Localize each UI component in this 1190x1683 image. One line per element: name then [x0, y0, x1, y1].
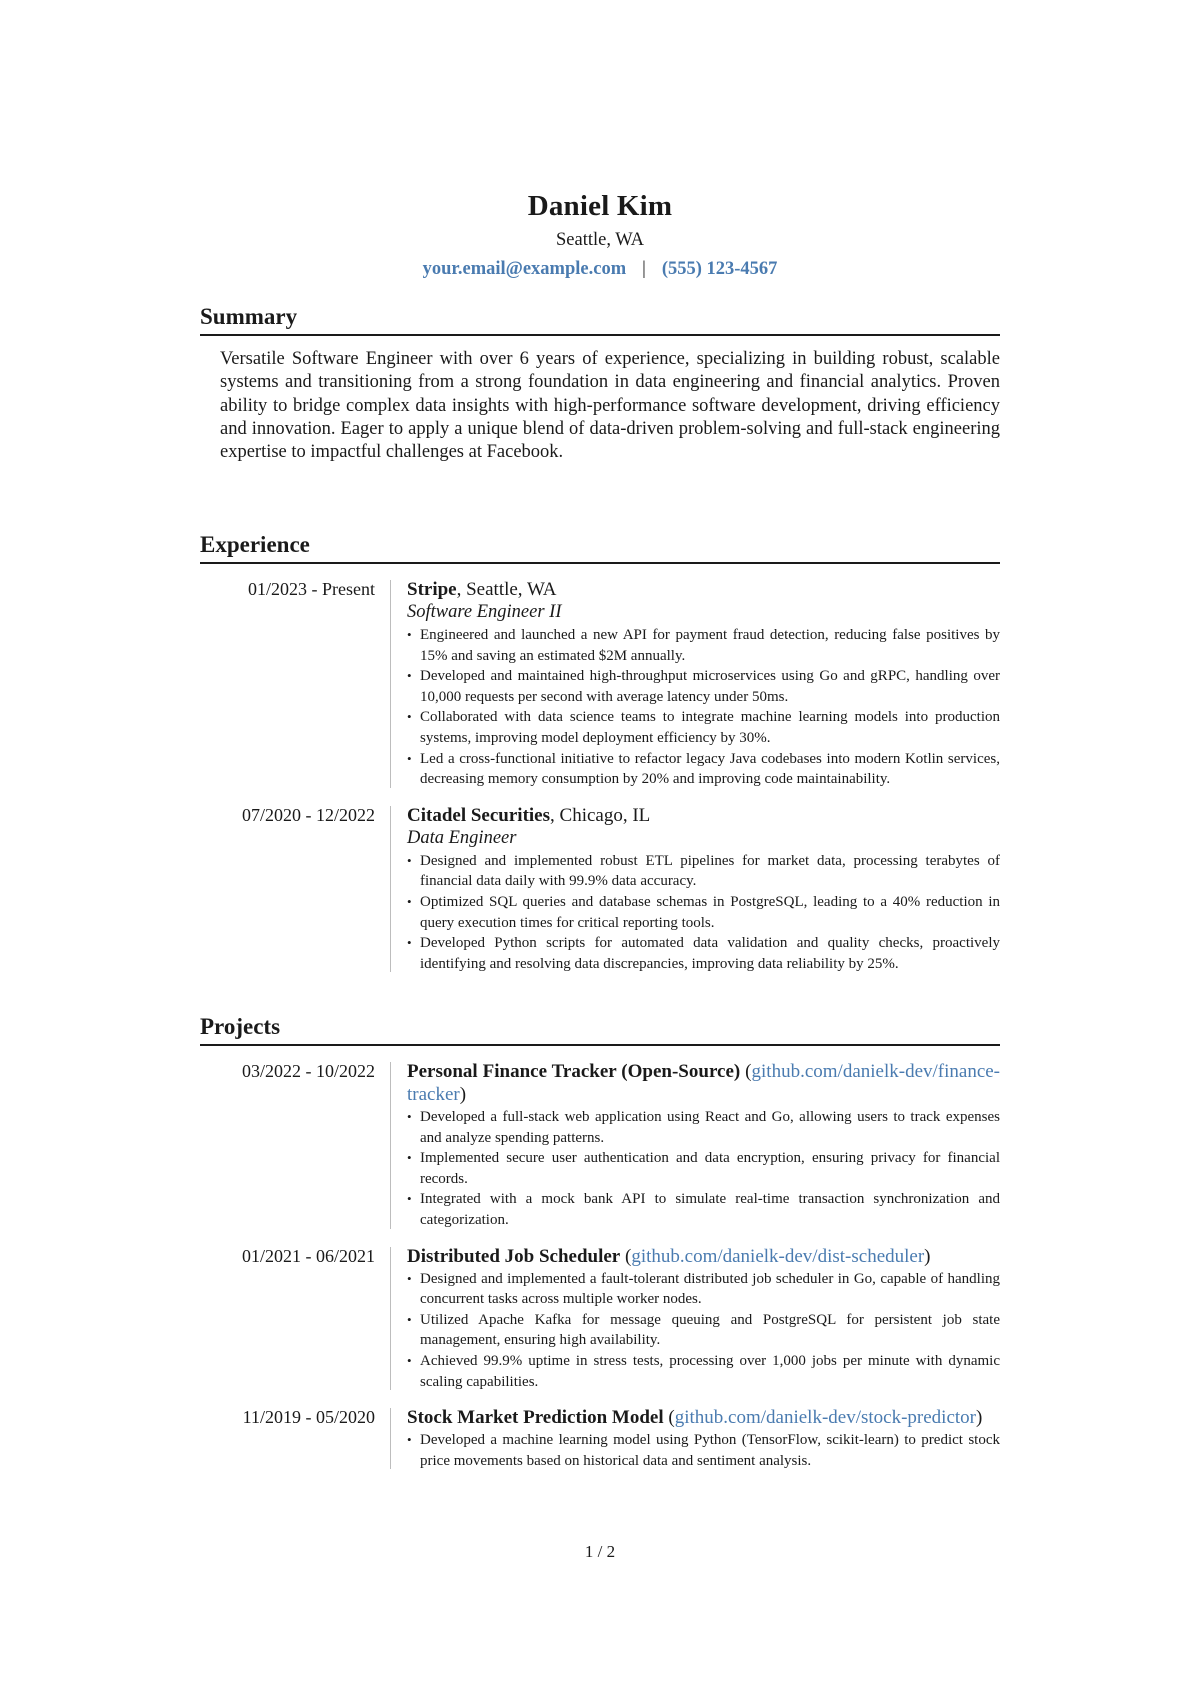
phone-link[interactable]: (555) 123-4567: [661, 259, 778, 279]
entry-date: 01/2023 - Present: [248, 579, 375, 599]
entry-date: 03/2022 - 10/2022: [242, 1061, 375, 1081]
entry-date: 01/2021 - 06/2021: [242, 1245, 375, 1266]
entry-date: 07/2020 - 12/2022: [242, 804, 375, 825]
company-location: , Seattle, WA: [456, 579, 557, 600]
timeline-divider: [390, 1062, 391, 1229]
project-entry: [200, 1060, 1000, 1231]
timeline-divider: [390, 580, 391, 788]
company-name: Stripe: [407, 579, 457, 600]
bullet-item: • Led a cross-functional initiative to refactor legacy Java codebases into modern Kotlin services, decreasing memory consumption by 20% and improving code maintainability.: [407, 749, 1000, 790]
bullet-item: • Achieved 99.9% uptime in stress tests, processing over 1,000 jobs per minute with dynamic scaling capabilities.: [407, 1351, 1000, 1392]
summary-section: [200, 302, 1000, 464]
section-title-projects: Projects: [200, 1012, 1000, 1046]
bullet-item: • Utilized Apache Kafka for message queuing and PostgreSQL for persistent job state management, ensuring high availability.: [407, 1310, 1000, 1351]
project-name: Distributed Job Scheduler: [407, 1245, 621, 1267]
job-title: Data Engineer: [407, 827, 517, 848]
bullet-item: • Collaborated with data science teams to integrate machine learning models into production systems, improving model deployment efficiency by 30%.: [407, 707, 1000, 748]
entry-heading: Distributed Job Scheduler (github.com/danielk-dev/dist-scheduler): [407, 1245, 931, 1267]
entry-heading: Personal Finance Tracker (Open-Source) (github.com/danielk-dev/finance-tracker): [407, 1061, 1001, 1105]
project-entry: [200, 1245, 1000, 1393]
page-number: 1 / 2: [584, 1542, 616, 1561]
bullet-item: • Developed and maintained high-throughput microservices using Go and gRPC, handling over 10,000 requests per second with average latency under 50ms.: [407, 666, 1000, 707]
job-title: Software Engineer II: [407, 602, 562, 622]
project-name: Stock Market Prediction Model: [407, 1407, 664, 1429]
email-link[interactable]: your.email@example.com: [422, 259, 627, 279]
experience-entry: [200, 578, 1000, 790]
resume-header: [200, 188, 1000, 282]
project-link[interactable]: github.com/danielk-dev/dist-scheduler: [631, 1245, 925, 1267]
bullet-list: [407, 1430, 1000, 1471]
projects-section: [200, 1012, 1000, 1471]
timeline-divider: [390, 1408, 391, 1469]
timeline-divider: [390, 1247, 391, 1391]
resume-page: [200, 0, 1000, 1683]
bullet-item: • Engineered and launched a new API for payment fraud detection, reducing false positives by 15% and saving an estimated $2M annually.: [407, 625, 1000, 666]
bullet-item: • Developed a machine learning model using Python (TensorFlow, scikit-learn) to predict stock price movements based on historical data and sentiment analysis.: [407, 1430, 1000, 1471]
section-title-experience: Experience: [200, 530, 1000, 564]
bullet-list: [407, 851, 1000, 975]
project-link[interactable]: github.com/danielk-dev/stock-predictor: [674, 1407, 976, 1429]
bullet-list: [407, 1107, 1000, 1231]
entry-heading: Stock Market Prediction Model (github.com/danielk-dev/stock-predictor): [407, 1407, 983, 1429]
summary-text: Versatile Software Engineer with over 6 years of experience, specializing in building robust, scalable systems and transitioning from a strong foundation in data engineering and financial analytics. Proven ability to bridge complex data insights with high-performance software development, driving efficiency and innovation. Eager to apply a unique blend of data-driven problem-solving and full-stack engineering expertise to impactful challenges at Facebook.: [220, 349, 1000, 463]
bullet-item: • Developed Python scripts for automated data validation and quality checks, proactively identifying and resolving data discrepancies, improving data reliability by 25%.: [407, 933, 1000, 974]
company-name: Citadel Securities: [407, 804, 551, 826]
experience-section: [200, 530, 1000, 974]
contact-separator: |: [642, 259, 646, 279]
bullet-list: [407, 625, 1000, 790]
company-location: , Chicago, IL: [550, 804, 651, 826]
project-name: Personal Finance Tracker (Open-Source): [407, 1061, 741, 1082]
project-link[interactable]: github.com/danielk-dev/finance-tracker: [407, 1061, 1001, 1105]
entry-date: 11/2019 - 05/2020: [242, 1407, 375, 1428]
experience-entry: [200, 804, 1000, 975]
contact-line: [200, 256, 1000, 282]
bullet-item: • Implemented secure user authentication and data encryption, ensuring privacy for financial records.: [407, 1148, 1000, 1189]
entry-heading: [407, 578, 1000, 601]
bullet-item: • Integrated with a mock bank API to simulate real-time transaction synchronization and categorization.: [407, 1189, 1000, 1230]
section-title-summary: Summary: [200, 302, 1000, 336]
bullet-item: • Developed a full-stack web application using React and Go, allowing users to track expenses and analyze spending patterns.: [407, 1107, 1000, 1148]
project-entry: [200, 1406, 1000, 1471]
bullet-item: • Optimized SQL queries and database schemas in PostgreSQL, leading to a 40% reduction in query execution times for critical reporting tools.: [407, 892, 1000, 933]
entry-heading: [407, 804, 1000, 827]
candidate-name: Daniel Kim: [527, 190, 673, 222]
bullet-item: • Designed and implemented robust ETL pipelines for market data, processing terabytes of financial data daily with 99.9% data accuracy.: [407, 851, 1000, 892]
timeline-divider: [390, 806, 391, 973]
bullet-list: [407, 1269, 1000, 1393]
candidate-location: Seattle, WA: [555, 230, 645, 250]
bullet-item: • Designed and implemented a fault-tolerant distributed job scheduler in Go, capable of handling concurrent tasks across multiple worker nodes.: [407, 1269, 1000, 1310]
